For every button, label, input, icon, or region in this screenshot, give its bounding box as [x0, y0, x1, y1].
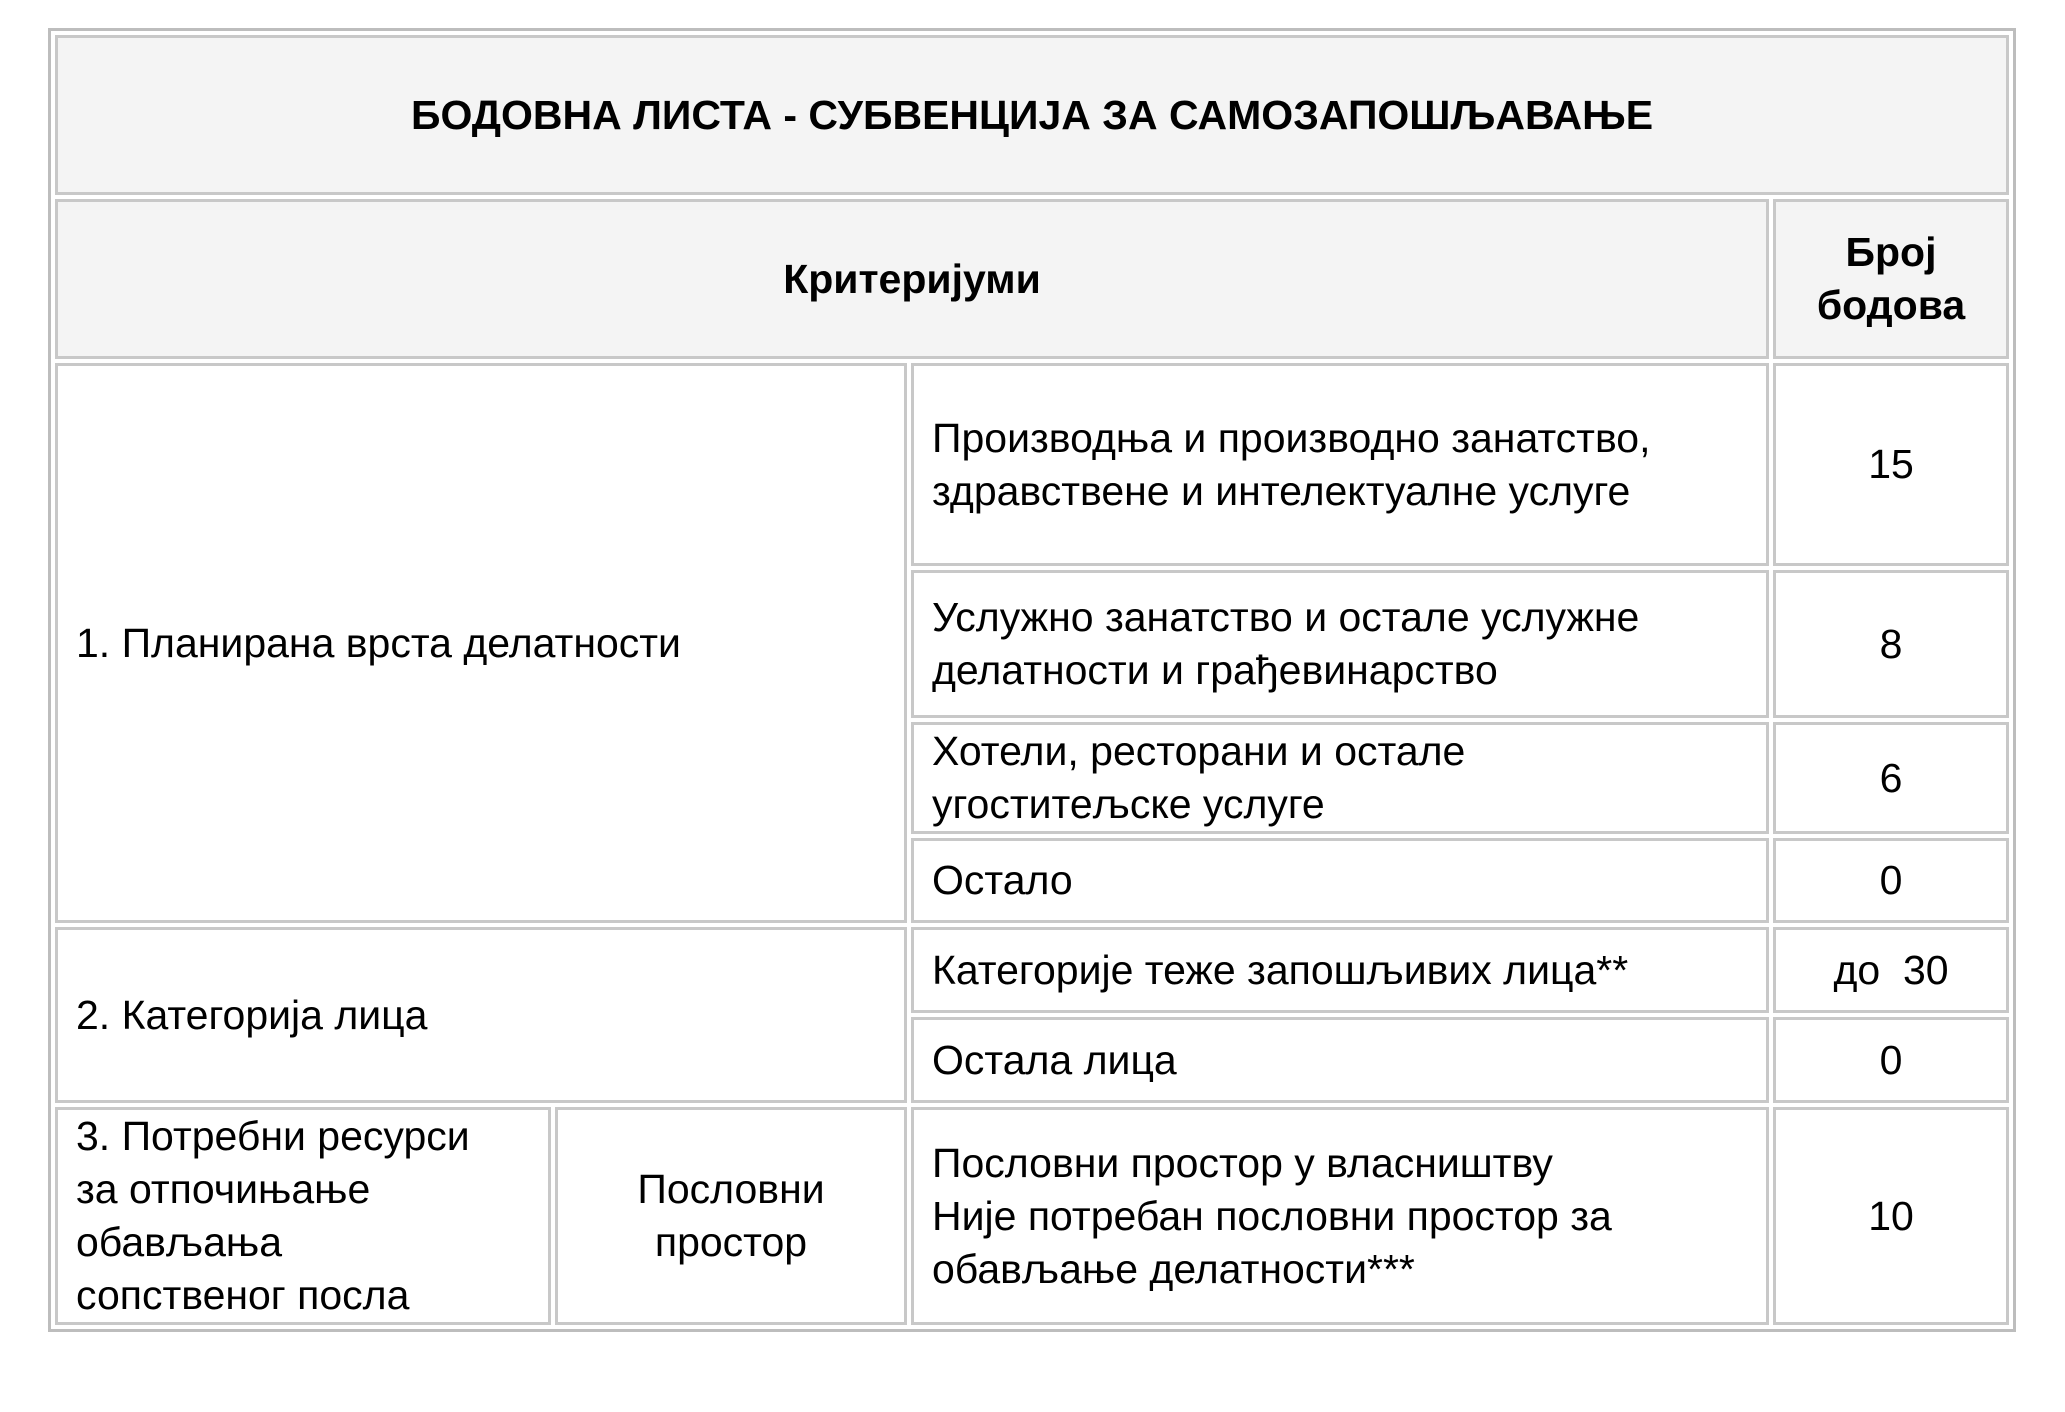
sub-criterion: Категорије теже запошљивих лица**	[911, 927, 1769, 1013]
sub-criterion-line: обављање делатности***	[932, 1245, 1415, 1292]
business-premises-line: простор	[654, 1219, 808, 1265]
sub-criterion-line: Пословни простор у власништву	[932, 1139, 1553, 1186]
points-value: 6	[1773, 722, 2009, 834]
points-header	[1773, 199, 2009, 359]
sub-criterion	[911, 363, 1769, 566]
criterion-activity-type: 1. Планирана врста делатности	[55, 363, 907, 923]
criterion-line: за отпочињање	[76, 1166, 371, 1212]
points-header-line: Број	[1845, 229, 1937, 275]
points-value: до 30	[1773, 927, 2009, 1013]
sub-criterion-line: угоститељске услуге	[932, 781, 1325, 827]
sub-criterion	[911, 570, 1769, 718]
sub-criterion-line: Није потребан пословни простор за	[932, 1192, 1612, 1239]
title-row	[55, 35, 2009, 195]
points-value: 8	[1773, 570, 2009, 718]
business-premises-line: Пословни	[637, 1166, 825, 1212]
criterion-resources	[55, 1107, 551, 1325]
criterion-line: сопственог посла	[76, 1272, 410, 1318]
header-row	[55, 199, 2009, 359]
criterion-line: обављања	[76, 1219, 283, 1265]
points-value: 0	[1773, 838, 2009, 923]
sub-criterion-line: Услужно занатство и остале услужне	[932, 594, 1640, 640]
points-value: 15	[1773, 363, 2009, 566]
criterion-person-category: 2. Категорија лица	[55, 927, 907, 1103]
sub-criterion	[911, 1107, 1769, 1325]
sub-criterion: Остало	[911, 838, 1769, 923]
points-value: 10	[1773, 1107, 2009, 1325]
sub-criterion	[911, 722, 1769, 834]
business-premises-label	[555, 1107, 907, 1325]
table-title: БОДОВНА ЛИСТА - СУБВЕНЦИЈА ЗА САМОЗАПОШЉАВАЊЕ	[55, 35, 2009, 195]
table-row	[55, 1107, 2009, 1325]
table-row	[55, 927, 2009, 1013]
criterion-line: 3. Потребни ресурси	[76, 1113, 470, 1159]
sub-criterion-line: Хотели, ресторани и остале	[932, 728, 1466, 774]
criteria-header: Критеријуми	[55, 199, 1769, 359]
sub-criterion: Остала лица	[911, 1017, 1769, 1103]
points-value: 0	[1773, 1017, 2009, 1103]
sub-criterion-line: делатности и грађевинарство	[932, 647, 1498, 693]
points-header-line: бодова	[1816, 282, 1966, 328]
scoring-table	[48, 28, 2016, 1332]
sub-criterion-line: здравствене и интелектуалне услуге	[932, 467, 1631, 514]
table-row	[55, 363, 2009, 566]
sub-criterion-line: Производња и производно занатство,	[932, 414, 1651, 461]
